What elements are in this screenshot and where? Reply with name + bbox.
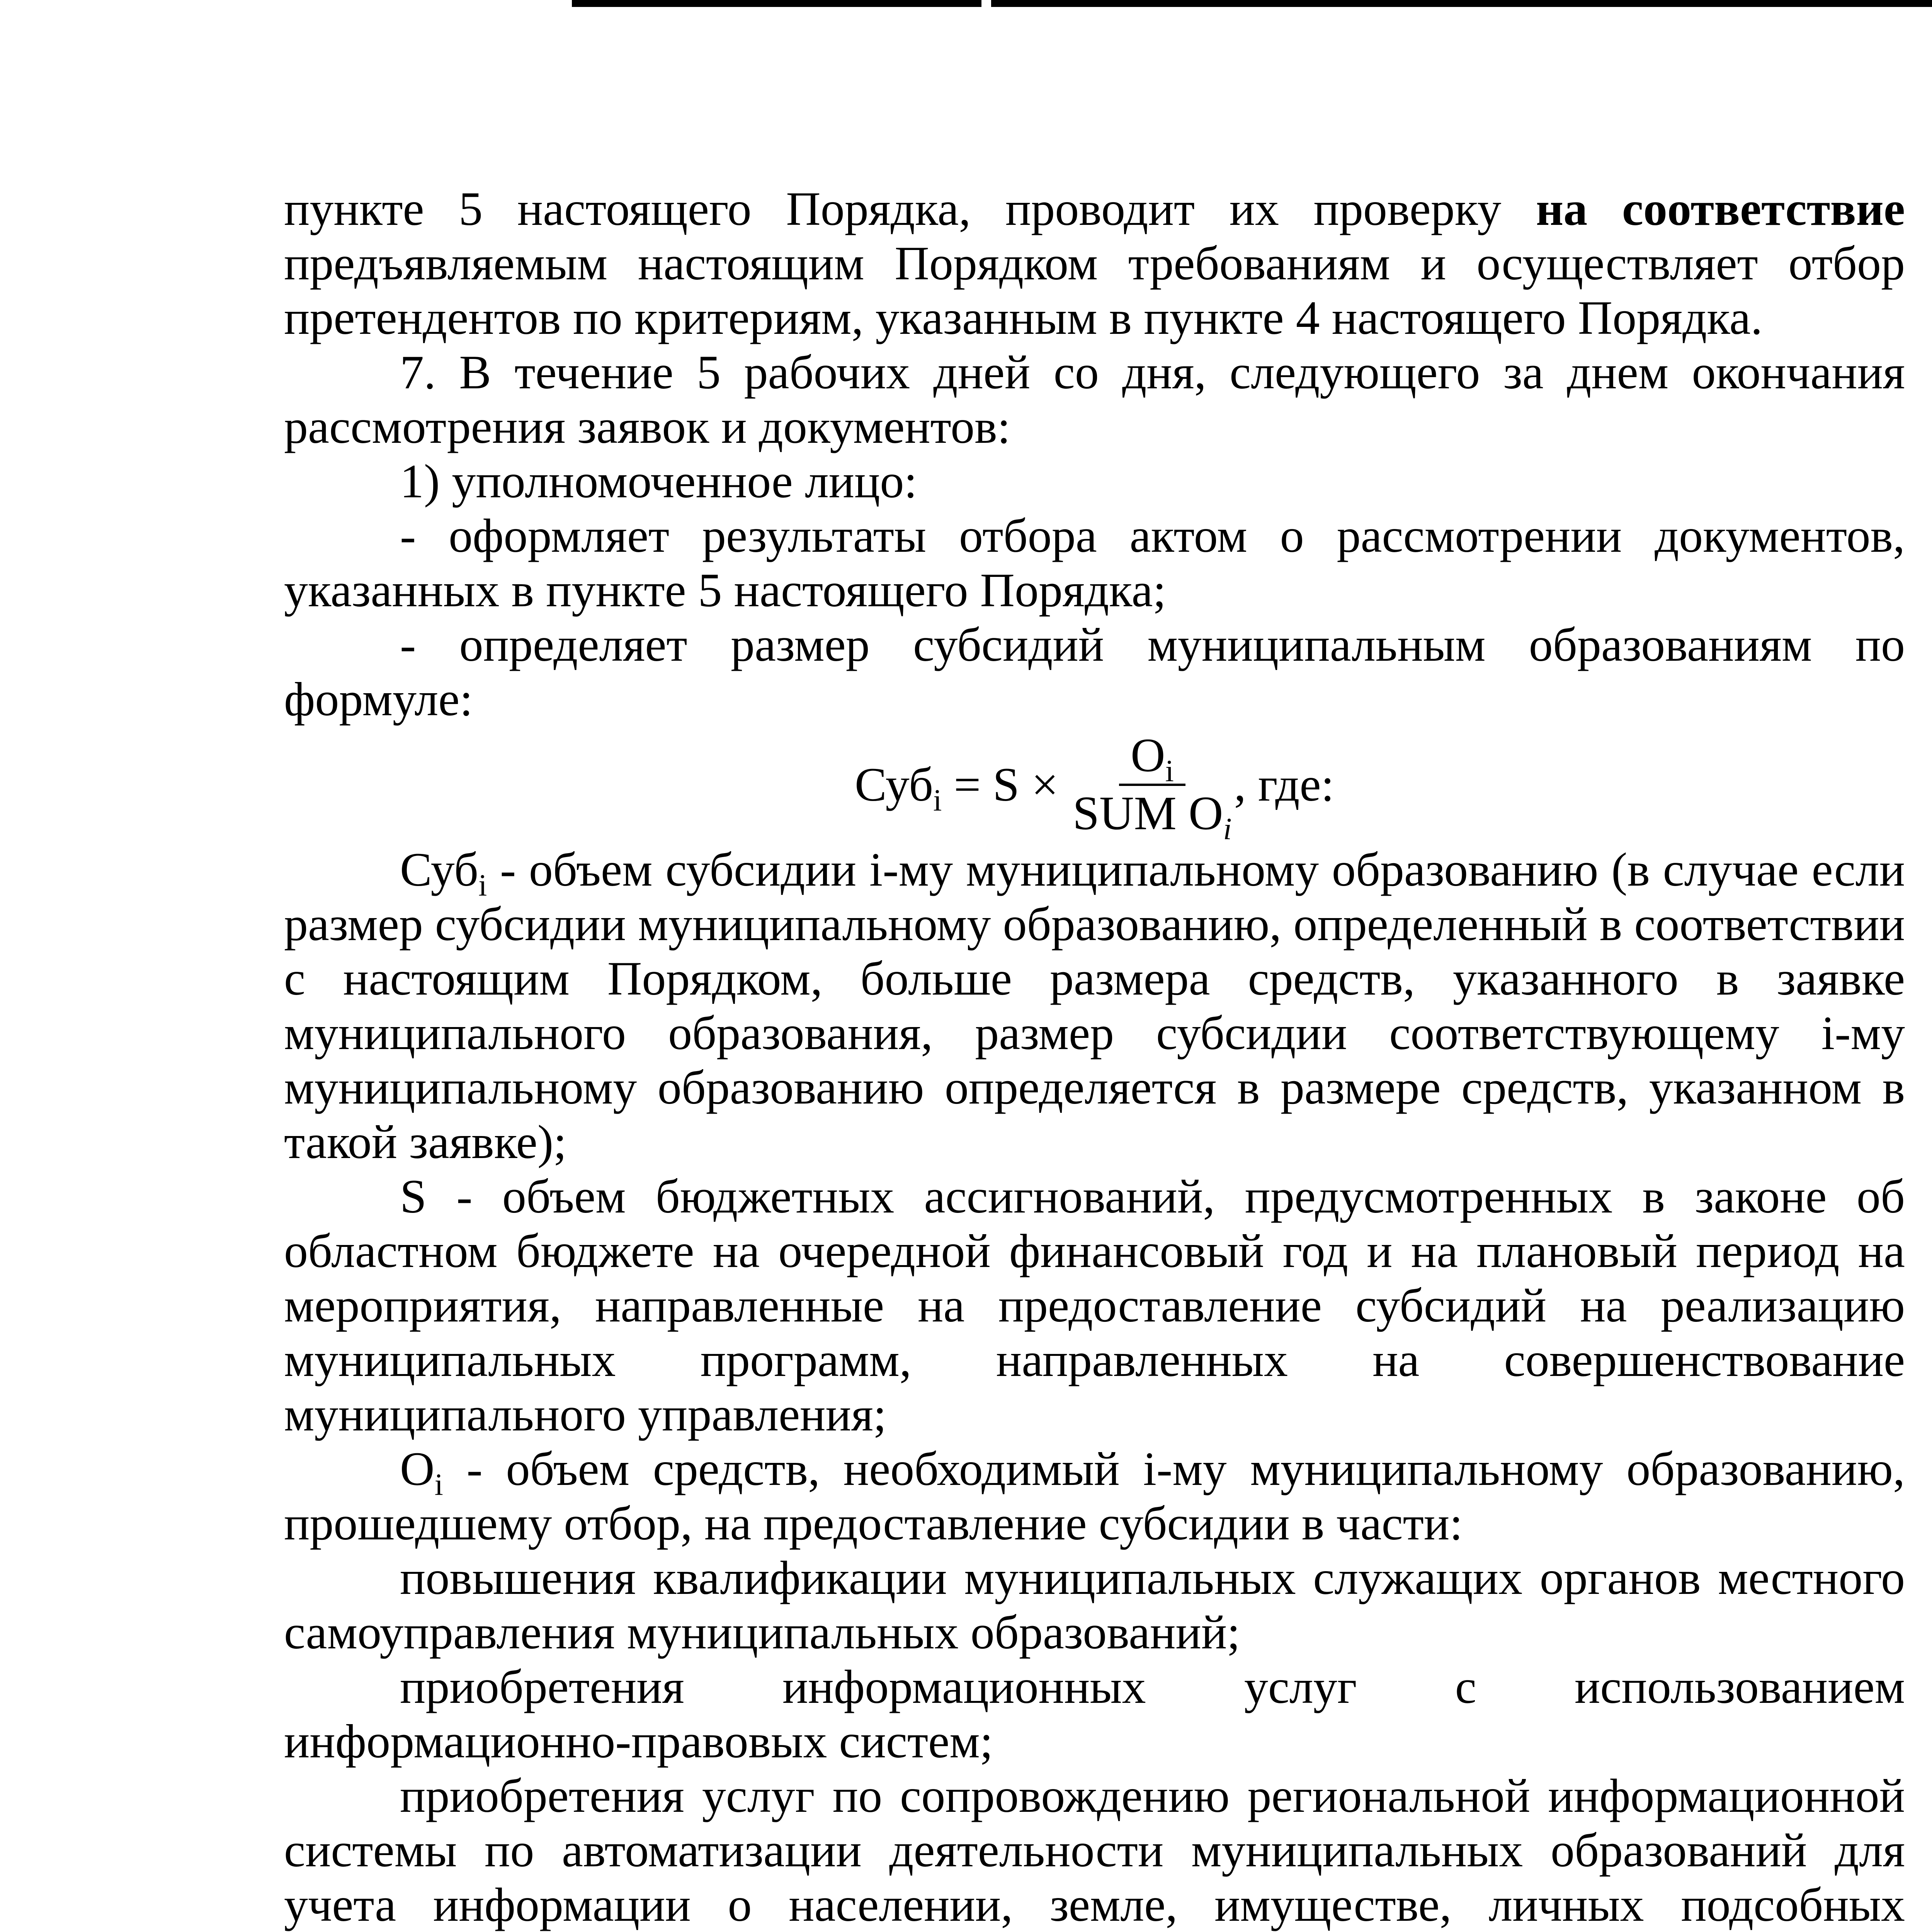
paragraph-sub-1: 1) уполномоченное лицо: (400, 455, 917, 508)
formula-numerator: $O_i$ (1119, 730, 1185, 786)
list-item-legal-systems: приобретения информационных услуг с использованием информационно-правовых систем; (284, 1660, 1905, 1768)
scan-edge-top-right (991, 0, 1932, 7)
formula-fraction (1073, 729, 1232, 846)
paragraph-dash-1: - оформляет результаты отбора актом о рассмотрении документов, указанных в пункте 5 настоящего Порядка; (284, 509, 1905, 617)
subsidy-formula (284, 726, 1905, 846)
paragraph-dash-2: - определяет размер субсидий муниципальным образованиям по формуле: (284, 618, 1905, 726)
bold-phrase: на соответствие (1536, 182, 1905, 235)
list-item-regional-system: приобретения услуг по сопровождению региональной информационной системы по автоматизации деятельности муниципальных образований для учета информации о населении, земле, имуществе, личных подсобных (284, 1769, 1905, 1931)
definition-s: S - объем бюджетных ассигнований, предусмотренных в законе об областном бюджете на очередной финансовый год и на плановый период на мероприятия, направленные на предоставление субсидий на реализацию муниципальных программ, направленных на совершенствование муниципального управления; (284, 1170, 1905, 1441)
definition-sub-i: Суб$_i$ - объем субсидии i-му муниципальному образованию (в случае если размер субсидии муниципальному образованию, определенный в соответствии с настоящим Порядком, больше размера средств, указанного в заявке муниципального образования, размер субсидии соответствующему i-му муниципальному образованию определяется в размере средств, указанном в такой заявке); (284, 843, 1905, 1168)
list-item-qualification: повышения квалификации муниципальных служащих органов местного самоуправления муниципальных образований; (284, 1551, 1905, 1659)
scan-edge-top (572, 0, 981, 7)
formula-tail: , где: (1234, 758, 1334, 811)
document-body (284, 182, 1905, 1932)
paragraph-selection-check: пункте 5 настоящего Порядка, проводит их проверку на соответствие предъявляемым настоящим Порядком требованиям и осуществляет отбор претендентов по критериям, указанным в пункте 4 настоящего Порядка. (284, 182, 1905, 344)
formula-equals: = S × (942, 758, 1071, 811)
definition-o-i: $O_i$ - объем средств, необходимый i-му муниципальному образованию, прошедшему отбор, на предоставление субсидии в части: (284, 1442, 1905, 1550)
formula-lhs: Суб$_i$ (855, 758, 942, 818)
paragraph-item-7: 7. В течение 5 рабочих дней со дня, следующего за днем окончания рассмотрения заявок и документов: (284, 346, 1905, 453)
formula-denominator: SUM $O_i$ (1073, 787, 1232, 846)
